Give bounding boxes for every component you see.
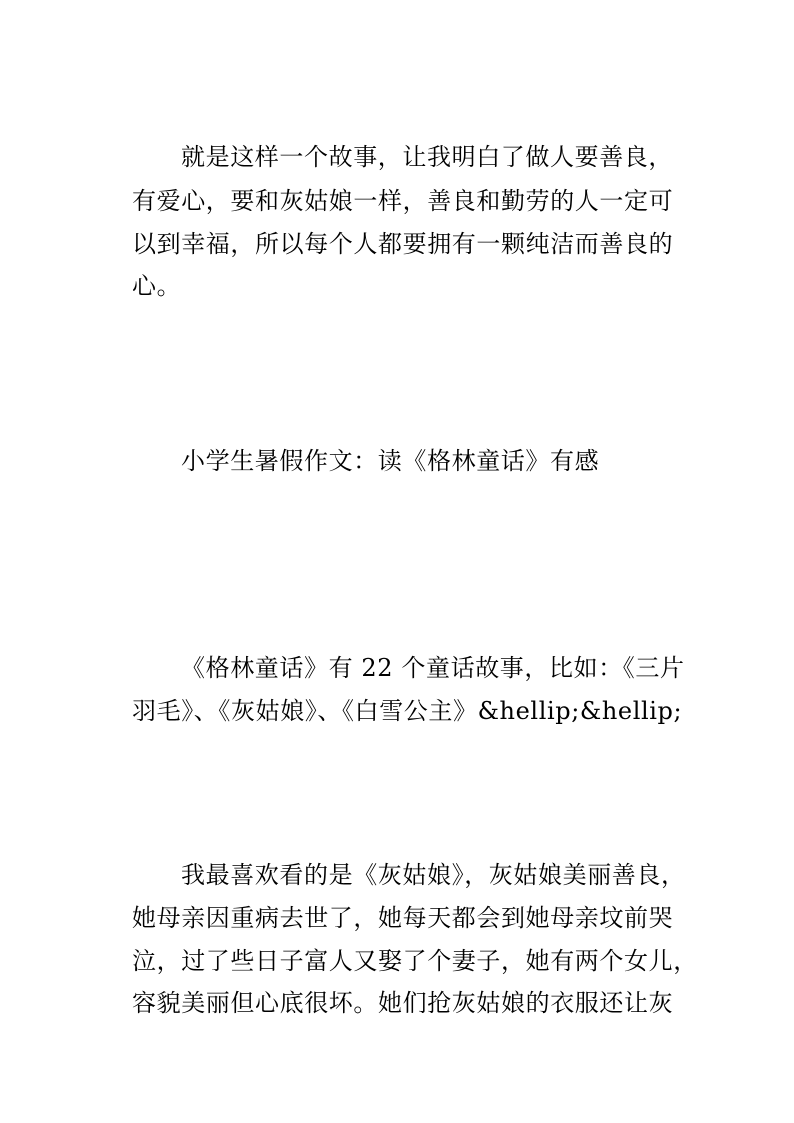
paragraph-2-line-1: 《格林童话》有 22 个童话故事，比如：《三片 xyxy=(181,654,685,682)
paragraph-2-line-2: 羽毛》、《灰姑娘》、《白雪公主》&hellip;&hellip; xyxy=(132,697,683,725)
paragraph-1-line-1: 就是这样一个故事，让我明白了做人要善良， xyxy=(181,143,673,171)
paragraph-3-line-3: 泣，过了些日子富人又娶了个妻子，她有两个女儿， xyxy=(132,947,698,975)
essay-title: 小学生暑假作文：读《格林童话》有感 xyxy=(181,447,600,475)
paragraph-3-line-2: 她母亲因重病去世了，她每天都会到她母亲坟前哭 xyxy=(132,904,674,932)
paragraph-3-line-4: 容貌美丽但心底很坏。她们抢灰姑娘的衣服还让灰 xyxy=(132,989,674,1017)
paragraph-1-line-2: 有爱心，要和灰姑娘一样，善良和勤劳的人一定可 xyxy=(132,187,674,215)
paragraph-1-line-4: 心。 xyxy=(132,272,182,300)
paragraph-3-line-1: 我最喜欢看的是《灰姑娘》，灰姑娘美丽善良， xyxy=(181,861,686,889)
paragraph-1-line-3: 以到幸福，所以每个人都要拥有一颗纯洁而善良的 xyxy=(132,230,674,258)
